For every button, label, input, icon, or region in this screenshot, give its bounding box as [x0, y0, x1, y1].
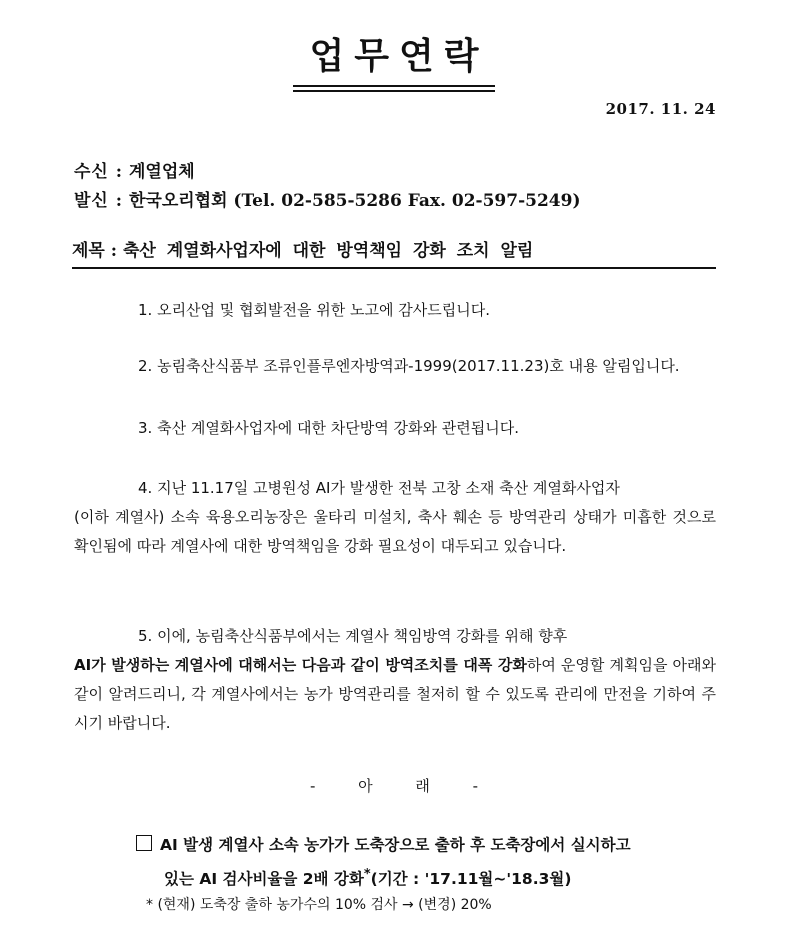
bullet-line-2 [136, 860, 716, 894]
paragraph-5-first-line: 5. 이에, 농림축산식품부에서는 계열사 책임방역 강화를 위해 향후 [138, 627, 568, 645]
paragraph-4-body: (이하 계열사) 소속 육용오리농장은 울타리 미설치, 축사 훼손 등 방역관리 상태가 미흡한 것으로 확인됨에 따라 계열사에 대한 방역책임을 강화 필요성이 대두되고 있습니다. [74, 508, 716, 555]
paragraph-4-first-line: 4. 지난 11.17일 고병원성 AI가 발생한 전북 고창 소재 축산 계열화사업자 [138, 479, 620, 497]
bullet-line-1-text: AI 발생 계열사 소속 농가가 도축장으로 출하 후 도축장에서 실시하고 [160, 836, 631, 854]
footnote-mark: * [363, 867, 371, 882]
document-date: 2017. 11. 24 [605, 100, 716, 118]
section-marker: - 아 래 - [309, 777, 479, 795]
sender-line [74, 186, 581, 211]
recipient-label: 수신 : [74, 162, 124, 182]
bullet-period: (기간 : '17.11월~'18.3월) [370, 870, 572, 889]
paragraph-5-emphasis: AI가 발생하는 계열사에 대해서는 다음과 같이 방역조치를 대폭 강화 [74, 656, 527, 674]
footnote: * (현재) 도축장 출하 농가수의 10% 검사 → (변경) 20% [146, 897, 492, 913]
bullet-item [136, 831, 716, 894]
paragraph-1: 1. 오리산업 및 협회발전을 위한 노고에 감사드립니다. [138, 301, 490, 319]
sender-value: 한국오리협회 (Tel. 02-585-5286 Fax. 02-597-5249) [128, 191, 581, 211]
paragraph-5-rest: 하여 운영할 계획임을 아래와 같이 알려드리니, 각 계열사에서는 농가 방역관리를 철저히 할 수 있도록 관리에 만전을 기하여 주시기 바랍니다. [74, 656, 716, 732]
paragraph-4 [74, 474, 716, 561]
page-title: 업무연락 [293, 28, 494, 87]
paragraph-2: 2. 농림축산식품부 조류인플루엔자방역과-1999(2017.11.23)호 내용 알림입니다. [138, 357, 680, 375]
subject-line [72, 236, 716, 269]
title-area [0, 28, 788, 87]
paragraph-5 [74, 622, 716, 738]
subject-label: 제목 : [72, 241, 118, 261]
paragraph-5-body [74, 651, 716, 738]
sender-label: 발신 : [74, 191, 124, 211]
recipient-line [74, 157, 195, 182]
recipient-value: 계열업체 [128, 162, 195, 182]
checkbox-square-icon [136, 835, 152, 851]
paragraph-3: 3. 축산 계열화사업자에 대한 차단방역 강화와 관련됩니다. [138, 419, 519, 437]
subject-value: 축산 계열화사업자에 대한 방역책임 강화 조치 알림 [122, 241, 534, 261]
bullet-line-1 [136, 831, 716, 860]
bullet-line-2-text: 있는 AI 검사비율을 2배 강화 [164, 870, 364, 889]
